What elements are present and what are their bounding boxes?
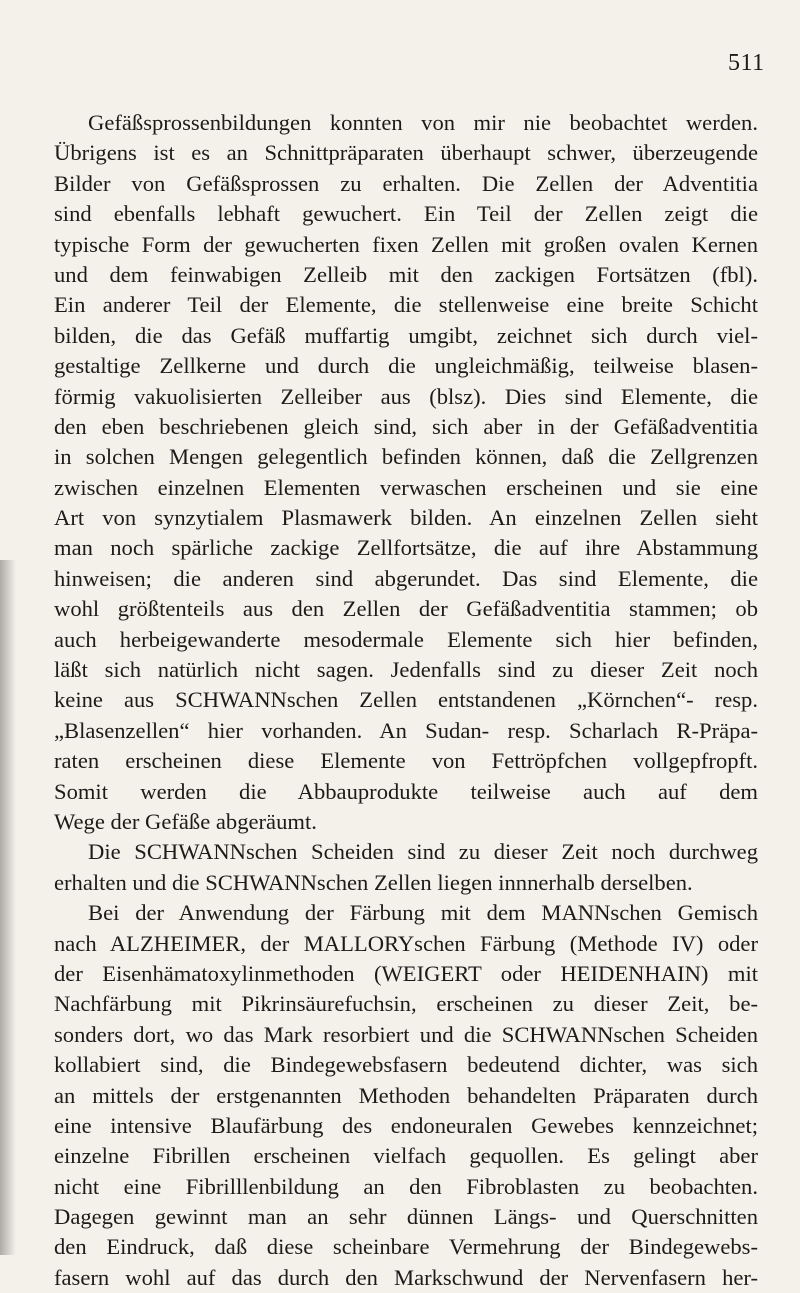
text-line: förmig vakuolisierten Zelleiber aus (blsz). Dies sind Elemente, die: [54, 383, 758, 409]
text-line: sonders dort, wo das Mark resorbiert und die SCHWANNschen Scheiden: [54, 1021, 758, 1047]
text-line: Dagegen gewinnt man an sehr dünnen Längs- und Querschnitten: [54, 1204, 758, 1230]
text-line: den eben beschriebenen gleich sind, sich aber in der Gefäßadventitia: [54, 413, 758, 439]
text-line: sind ebenfalls lebhaft gewuchert. Ein Teil der Zellen zeigt die: [54, 201, 758, 227]
text-line: kollabiert sind, die Bindegewebsfasern bedeutend dichter, was sich: [54, 1052, 758, 1078]
page-binding-shadow: [0, 560, 16, 1255]
text-line: Bei der Anwendung der Färbung mit dem MANNschen Gemisch: [88, 900, 758, 926]
text-line: Ein anderer Teil der Elemente, die stellenweise eine breite Schicht: [54, 292, 758, 318]
text-line: läßt sich natürlich nicht sagen. Jedenfalls sind zu dieser Zeit noch: [54, 657, 758, 683]
text-line: keine aus SCHWANNschen Zellen entstandenen „Körnchen“- resp.: [54, 687, 758, 713]
text-line: zwischen einzelnen Elementen verwaschen erscheinen und sie eine: [54, 474, 758, 500]
text-line: Nachfärbung mit Pikrinsäurefuchsin, erscheinen zu dieser Zeit, be-: [54, 991, 758, 1017]
text-line: „Blasenzellen“ hier vorhanden. An Sudan- resp. Scharlach R-Präpa-: [54, 717, 758, 743]
text-line: auch herbeigewanderte mesodermale Elemente sich hier befinden,: [54, 626, 758, 652]
text-line: gestaltige Zellkerne und durch die ungleichmäßig, teilweise blasen-: [54, 353, 758, 379]
text-line: Art von synzytialem Plasmawerk bilden. An einzelnen Zellen sieht: [54, 505, 758, 531]
text-line: eine intensive Blaufärbung des endoneuralen Gewebes kennzeichnet;: [54, 1112, 758, 1138]
text-line: nicht eine Fibrilllenbildung an den Fibroblasten zu beobachten.: [54, 1173, 758, 1199]
text-line: und dem feinwabigen Zelleib mit den zackigen Fortsätzen (fbl).: [54, 261, 758, 287]
text-line: nach ALZHEIMER, der MALLORYschen Färbung (Methode IV) oder: [54, 930, 758, 956]
text-line: Die SCHWANNschen Scheiden sind zu dieser Zeit noch durchweg: [88, 839, 758, 865]
body-text: [54, 108, 758, 1293]
text-line: erhalten und die SCHWANNschen Zellen liegen innnerhalb derselben.: [54, 869, 693, 895]
text-line: wohl größtenteils aus den Zellen der Gefäßadventitia stammen; ob: [54, 596, 758, 622]
text-line: Somit werden die Abbauprodukte teilweise auch auf dem: [54, 778, 758, 804]
text-line: Übrigens ist es an Schnittpräparaten überhaupt schwer, überzeugende: [54, 140, 758, 166]
text-line: hinweisen; die anderen sind abgerundet. Das sind Elemente, die: [54, 565, 758, 591]
page-number: 511: [728, 50, 765, 76]
text-line: Bilder von Gefäßsprossen zu erhalten. Die Zellen der Adventitia: [54, 170, 758, 196]
text-line: einzelne Fibrillen erscheinen vielfach gequollen. Es gelingt aber: [54, 1143, 758, 1169]
text-line: den Eindruck, daß diese scheinbare Vermehrung der Bindegewebs-: [54, 1234, 758, 1260]
text-line: typische Form der gewucherten fixen Zellen mit großen ovalen Kernen: [54, 231, 758, 257]
text-line: raten erscheinen diese Elemente von Fettröpfchen vollgepfropft.: [54, 748, 758, 774]
text-line: Wege der Gefäße abgeräumt.: [54, 808, 317, 834]
text-line: an mittels der erstgenannten Methoden behandelten Präparaten durch: [54, 1082, 758, 1108]
text-line: bilden, die das Gefäß muffartig umgibt, zeichnet sich durch viel-: [54, 322, 758, 348]
text-line: Gefäßsprossenbildungen konnten von mir nie beobachtet werden.: [88, 110, 758, 135]
text-line: man noch spärliche zackige Zellfortsätze, die auf ihre Abstammung: [54, 535, 758, 561]
text-line: fasern wohl auf das durch den Markschwund der Nervenfasern her-: [54, 1264, 758, 1290]
text-line: in solchen Mengen gelegentlich befinden können, daß die Zellgrenzen: [54, 444, 758, 470]
text-line: der Eisenhämatoxylinmethoden (WEIGERT oder HEIDENHAIN) mit: [54, 960, 758, 986]
